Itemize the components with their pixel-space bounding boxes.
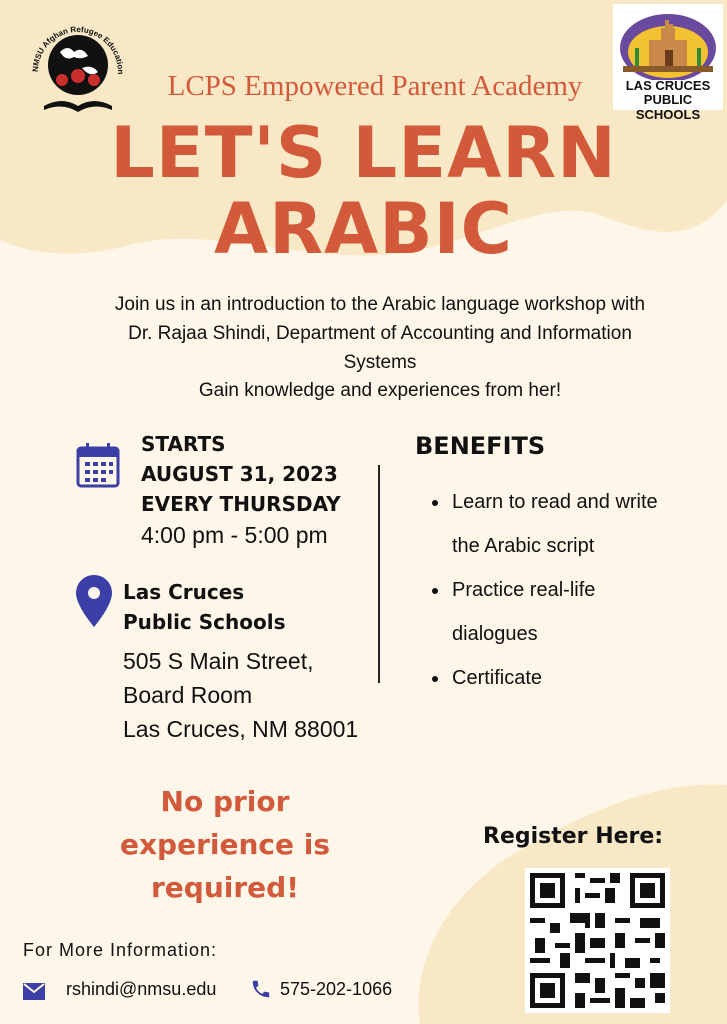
phone-icon [250,978,272,1000]
intro-paragraph [60,290,700,377]
headline-line-2: ARABIC [213,188,514,270]
column-divider [378,465,380,683]
benefit-item: Practice real-life [432,568,722,612]
location-name-line-2: Public Schools [123,610,286,634]
lcps-logo-line2: PUBLIC SCHOOLS [635,92,701,122]
intro-line-2: Dr. Rajaa Shindi, Department of Accounting and Information [128,323,632,344]
benefit-item: Learn to read and write [432,480,722,524]
email-icon [23,983,45,1000]
note-line-3: required! [151,871,299,904]
register-label: Register Here: [483,824,664,849]
lcps-logo-line1: LAS CRUCES [625,78,711,93]
no-prior-experience-note [60,780,390,909]
qr-code-icon[interactable] [525,868,670,1013]
intro-line-3: Systems [343,352,417,373]
note-line-1: No prior [160,785,290,818]
address-line-1: 505 S Main Street, [123,648,314,674]
contact-phone[interactable]: 575-202-1066 [280,979,393,999]
mission-cactus-icon [613,4,723,80]
benefit-item: Certificate [432,656,722,700]
map-pin-icon [76,575,112,627]
nmsu-afghan-refugee-logo [22,10,132,120]
benefits-heading: BENEFITS [415,432,546,460]
address-line-3: Las Cruces, NM 88001 [123,716,359,742]
benefit-item-continued: dialogues [452,623,538,645]
start-date: AUGUST 31, 2023 [141,462,338,486]
contact-email[interactable]: rshindi@nmsu.edu [66,979,217,999]
intro-line-1: Join us in an introduction to the Arabic language workshop with [114,294,646,315]
benefit-item-continued: the Arabic script [452,535,595,557]
starts-label: STARTS [141,432,226,456]
address-line-2: Board Room [123,682,253,708]
recurrence: EVERY THURSDAY [141,492,341,516]
academy-title: LCPS Empowered Parent Academy [167,70,583,102]
calendar-icon [76,442,120,488]
benefits-list [432,480,722,700]
headline-line-1: LET'S LEARN [110,112,617,194]
intro-line-4: Gain knowledge and experiences from her! [198,380,562,401]
more-info-heading: For More Information: [23,940,218,960]
location-name-line-1: Las Cruces [123,580,245,604]
nmsu-logo-arc-text: NMSU Afghan Refugee Education [30,24,126,75]
note-line-2: experience is [119,828,330,861]
session-time: 4:00 pm - 5:00 pm [141,522,328,548]
